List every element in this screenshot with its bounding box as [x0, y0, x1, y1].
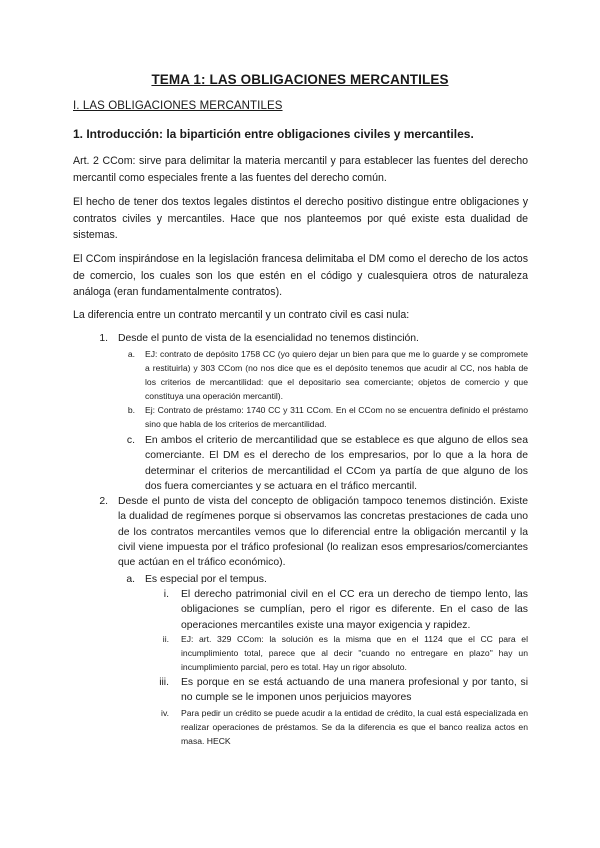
list-item-text: Desde el punto de vista de la esencialidad no tenemos distinción.	[118, 333, 419, 344]
list-marker: ii.	[162, 634, 169, 644]
list-item-text: Desde el punto de vista del concepto de obligación tampoco tenemos distinción. Existe la dualidad de regímenes porque si observamos las concretas prestaciones de cada uno de los contratos mercantiles vemos que lo diferencial entre la obligación mercantil y la civil viene impuesta por el tráfico profesional (lo realizan esos empresarios/comerciantes que actúan en el tráfico económico).	[118, 496, 528, 569]
list-item-1b	[127, 403, 528, 431]
list-item-2a-iii	[159, 675, 528, 706]
list-item-2a	[126, 572, 528, 587]
list-item-text: Es porque en se está actuando de una manera profesional y por tanto, si no cumple se le imponen unos perjuicios mayores	[181, 677, 528, 704]
list-item-text: EJ: contrato de depósito 1758 CC (yo quiero dejar un bien para que me lo guarde y se compromete a restituirla) y 303 CCom (no nos dice que es el depósito tenemos que acudir al CC, nos habla de los criterios de mercantilidad: que el depositario sea comerciante; objetos de comercio y que constituya una operación mercantil).	[145, 349, 528, 401]
subsection-heading: 1. Introducción: la bipartición entre obligaciones civiles y mercantiles.	[73, 127, 474, 141]
list-marker: iii.	[159, 677, 169, 688]
section-heading: I. LAS OBLIGACIONES MERCANTILES	[73, 100, 283, 112]
list-item-2a-ii	[162, 632, 528, 674]
list-item-text: Ej: Contrato de préstamo: 1740 CC y 311 CCom. En el CCom no se encuentra definido el préstamo sino que habla de los criterios de mercantilidad.	[145, 405, 528, 429]
list-item-2	[99, 494, 528, 570]
list-item-text: El derecho patrimonial civil en el CC era un derecho de tiempo lento, las obligaciones se cumplían, pero el rigor es diferente. En el caso de las operaciones mercantiles existe una mayor exigencia y rapidez.	[181, 589, 528, 631]
list-marker: 2.	[99, 496, 108, 507]
list-marker: c.	[126, 435, 135, 446]
list-marker: b.	[127, 405, 135, 415]
list-item-1	[99, 331, 528, 346]
list-marker: 1.	[99, 333, 108, 344]
paragraph-art2: Art. 2 CCom: sirve para delimitar la materia mercantil y para establecer las fuentes del derecho mercantil como especiales frente a las fuentes del derecho común.	[73, 155, 528, 184]
document-title: TEMA 1: LAS OBLIGACIONES MERCANTILES	[151, 72, 449, 87]
list-item-text: Es especial por el tempus.	[145, 574, 267, 585]
list-item-2a-i	[163, 587, 528, 633]
list-item-text: EJ: art. 329 CCom: la solución es la misma que en el 1124 que el CC para el incumplimiento total, parece que al decir "cuando no entregare en plazo" hay un incumplimiento parcial, pero es total. Hay un rigor absoluto.	[181, 634, 528, 672]
list-marker: a.	[126, 574, 135, 585]
list-item-1a	[127, 347, 528, 403]
list-item-1c	[126, 433, 528, 494]
paragraph-diferencia: La diferencia entre un contrato mercantil y un contrato civil es casi nula:	[73, 309, 410, 321]
list-marker: iv.	[161, 708, 169, 718]
list-item-text: En ambos el criterio de mercantilidad que se establece es que alguno de ellos sea comerciante. El DM es el derecho de los empresarios, por lo que a la hora de determinar el criterios de mercantilidad el CCom ya partía de que alguno de los dos fuera comerciantes y se actuara en el tráfico mercantil.	[145, 435, 528, 492]
list-marker: a.	[127, 349, 135, 359]
list-marker: i.	[163, 589, 169, 600]
paragraph-ccom: El CCom inspirándose en la legislación francesa delimitaba el DM como el derecho de los actos de comercio, los cuales son los que estén en el código y cualesquiera otros de naturaleza análoga (eran fundamentalmente contratos).	[73, 253, 528, 298]
paragraph-dualidad: El hecho de tener dos textos legales distintos el derecho positivo distingue entre obligaciones y contratos civiles y mercantiles. Hace que nos planteemos por qué existe esta dualidad de sistemas.	[73, 196, 528, 241]
list-item-2a-iv	[161, 706, 528, 748]
list-item-text: Para pedir un crédito se puede acudir a la entidad de crédito, la cual está especializada en realizar operaciones de préstamos. Se da la diferencia es que el banco realiza actos en masa. HECK	[181, 708, 528, 746]
